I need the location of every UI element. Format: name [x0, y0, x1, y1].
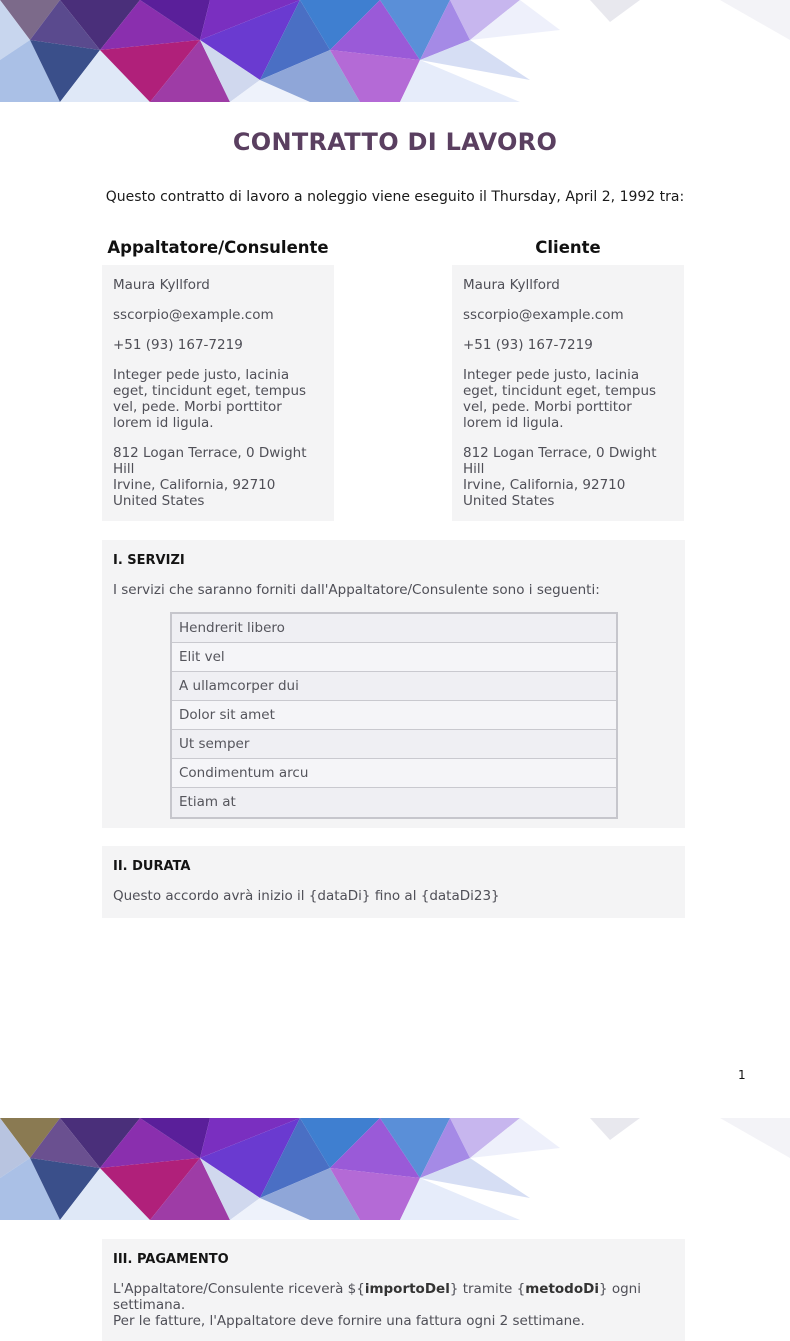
duration-title: II. DURATA [113, 859, 191, 874]
contractor-address-line1: 812 Logan Terrace, 0 Dwight Hill [113, 445, 307, 477]
contractor-card [102, 265, 334, 521]
contractor-address-line2: Irvine, California, 92710 [113, 477, 276, 493]
payment-text-part2: } tramite { [449, 1281, 526, 1297]
contractor-address-line3: United States [113, 493, 205, 509]
duration-section [102, 846, 685, 918]
header-decorative-banner [0, 0, 790, 102]
contractor-address [113, 445, 323, 509]
client-card [452, 265, 684, 521]
table-row: Hendrerit libero [172, 614, 616, 643]
intro-text: Questo contratto di lavoro a noleggio viene eseguito il Thursday, April 2, 1992 tra: [105, 189, 685, 205]
services-title: I. SERVIZI [113, 553, 185, 568]
payment-text [113, 1281, 674, 1329]
document-title: CONTRATTO DI LAVORO [232, 128, 558, 156]
page-number: 1 [738, 1068, 746, 1082]
client-phone: +51 (93) 167-7219 [463, 337, 593, 353]
contractor-description: Integer pede justo, lacinia eget, tincidunt eget, tempus vel, pede. Morbi porttitor lorem id ligula. [113, 367, 307, 431]
table-row: Etiam at [179, 794, 236, 810]
table-row: Dolor sit amet [172, 701, 616, 730]
payment-invoice-text: Per le fatture, l'Appaltatore deve fornire una fattura ogni 2 settimane. [113, 1313, 585, 1329]
payment-text-part3: } ogni settimana. [113, 1281, 641, 1313]
payment-amount-placeholder: importoDel [364, 1281, 450, 1297]
contractor-email: sscorpio@example.com [113, 307, 274, 323]
client-heading: Cliente [535, 238, 601, 257]
client-address [463, 445, 673, 509]
payment-section [102, 1239, 685, 1341]
payment-text-part1: L'Appaltatore/Consulente riceverà ${ [113, 1281, 365, 1297]
table-row: Elit vel [172, 643, 616, 672]
table-row: A ullamcorper dui [172, 672, 616, 701]
client-address-line2: Irvine, California, 92710 [463, 477, 626, 493]
contractor-name: Maura Kyllford [113, 277, 210, 293]
page2-decorative-banner [0, 1118, 790, 1220]
table-row: Condimentum arcu [172, 759, 616, 788]
contractor-heading: Appaltatore/Consulente [107, 238, 329, 257]
services-table [170, 612, 618, 819]
services-section [102, 540, 685, 828]
client-description: Integer pede justo, lacinia eget, tincidunt eget, tempus vel, pede. Morbi porttitor lorem id ligula. [463, 367, 657, 431]
client-address-line3: United States [463, 493, 555, 509]
services-text: I servizi che saranno forniti dall'Appaltatore/Consulente sono i seguenti: [113, 582, 600, 598]
contractor-phone: +51 (93) 167-7219 [113, 337, 243, 353]
client-address-line1: 812 Logan Terrace, 0 Dwight Hill [463, 445, 657, 477]
client-email: sscorpio@example.com [463, 307, 624, 323]
payment-method-placeholder: metodoDi [525, 1281, 599, 1297]
duration-text: Questo accordo avrà inizio il {dataDi} fino al {dataDi23} [113, 888, 500, 904]
payment-title: III. PAGAMENTO [113, 1252, 229, 1267]
client-name: Maura Kyllford [463, 277, 560, 293]
table-row: Ut semper [172, 730, 616, 759]
